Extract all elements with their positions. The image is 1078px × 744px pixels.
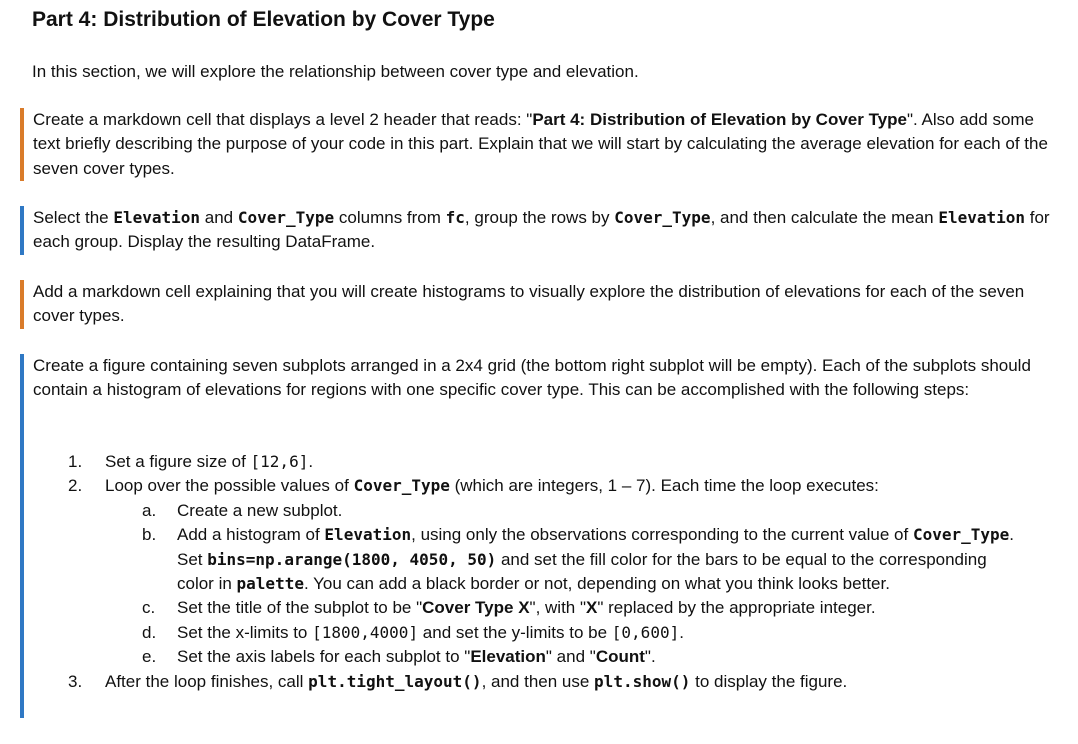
code-palette: palette	[236, 574, 304, 594]
text: and	[200, 208, 238, 227]
code-elevation: Elevation	[113, 208, 201, 227]
text: Create a markdown cell that displays a level 2 header that reads: "	[33, 110, 533, 129]
text: ".	[644, 647, 656, 667]
code-elevation: Elevation	[324, 525, 412, 545]
text: Select the	[33, 208, 114, 227]
instruction-text-1	[33, 108, 1063, 181]
text: Create a new subplot.	[177, 500, 343, 520]
code-cover-type: Cover_Type	[237, 208, 335, 227]
text: and set the fill color for the bars to be equal to the corresponding color in	[177, 549, 987, 594]
text: .	[679, 622, 684, 642]
substep-a	[105, 499, 1028, 523]
steps-list	[68, 450, 1028, 694]
substep-b	[105, 523, 1028, 596]
text: Add a histogram of	[177, 525, 325, 545]
step-3	[68, 670, 1028, 694]
code-show: plt.show()	[594, 671, 691, 691]
bold-count: Count	[595, 647, 645, 667]
text: ", with "	[529, 598, 587, 618]
step-number: 3.	[68, 671, 83, 691]
bold-x: X	[586, 598, 598, 618]
text: Set a figure size of	[105, 452, 251, 471]
text: , and then use	[481, 671, 595, 691]
page-title: Part 4: Distribution of Elevation by Cover Type	[32, 8, 495, 31]
code-cover-type: Cover_Type	[912, 525, 1010, 545]
text: . Set	[177, 525, 1014, 569]
text: After the loop finishes, call	[105, 671, 309, 691]
code-ylim: [0,600]	[611, 622, 680, 642]
text: Set the axis labels for each subplot to "	[177, 647, 471, 667]
intro-paragraph: In this section, we will explore the relationship between cover type and elevation.	[32, 62, 639, 81]
text: . You can add a black border or not, depending on what you think looks better.	[303, 574, 890, 594]
text: , group the rows by	[464, 208, 615, 227]
step-number: 1.	[68, 452, 83, 471]
text: to display the figure.	[690, 671, 848, 691]
code-cover-type: Cover_Type	[353, 476, 450, 496]
bold-elevation: Elevation	[470, 647, 546, 667]
text: " and "	[545, 647, 596, 667]
substep-e	[105, 645, 1028, 669]
step-number: 2.	[68, 476, 83, 496]
text: for each group. Display the resulting DataFrame.	[33, 208, 1050, 252]
step-2	[68, 474, 1028, 669]
text: Loop over the possible values of	[105, 476, 354, 496]
instruction-text-3: Add a markdown cell explaining that you will create histograms to visually explore the distribution of elevations for each of the seven cover types.	[33, 282, 1025, 326]
header-text: Part 4: Distribution of Elevation by Cover Type	[532, 110, 908, 129]
text: " replaced by the appropriate integer.	[597, 598, 876, 618]
text: .	[308, 452, 314, 471]
instruction-block-1	[20, 108, 1063, 181]
code-figsize: [12,6]	[250, 452, 309, 471]
instruction-text-2	[33, 206, 1063, 255]
text: columns from	[334, 208, 446, 227]
instruction-block-2	[20, 206, 1063, 255]
code-cover-type: Cover_Type	[614, 208, 711, 227]
instruction-text-4: Create a figure containing seven subplots arranged in a 2x4 grid (the bottom right subplot will be empty). Each of the subplots should contain a histogram of elevations for regions with one specific cover type. This can be accomplished with the following steps:	[33, 356, 1031, 400]
substep-d	[105, 621, 1028, 645]
substep-letter: a.	[142, 500, 157, 520]
substep-letter: d.	[142, 622, 157, 642]
text: and set the y-limits to be	[418, 622, 612, 642]
substep-letter: c.	[142, 598, 156, 618]
text: ". Also add some text briefly describing the purpose of your code in this part. Explain that we will start by calculating the average elevation for each of the seven cover types.	[33, 110, 1048, 178]
text: Set the x-limits to	[177, 622, 313, 642]
substep-c	[105, 596, 1028, 620]
instruction-block-3	[20, 280, 1063, 329]
instruction-block-4	[20, 354, 1063, 718]
text: Set the title of the subplot to be "	[177, 598, 423, 618]
bold-title: Cover Type X	[422, 598, 530, 618]
substeps-list	[105, 499, 1028, 670]
code-elevation: Elevation	[938, 208, 1026, 227]
code-fc: fc	[445, 208, 465, 227]
step-1	[68, 450, 1028, 474]
code-tight-layout: plt.tight_layout()	[308, 671, 482, 691]
text: , and then calculate the mean	[710, 208, 939, 227]
substep-letter: b.	[142, 525, 157, 545]
code-xlim: [1800,4000]	[312, 622, 419, 642]
substep-letter: e.	[142, 647, 157, 667]
code-bins: bins=np.arange(1800, 4050, 50)	[207, 549, 497, 569]
text: , using only the observations corresponding to the current value of	[411, 525, 913, 545]
text: (which are integers, 1 – 7). Each time the loop executes:	[449, 476, 879, 496]
